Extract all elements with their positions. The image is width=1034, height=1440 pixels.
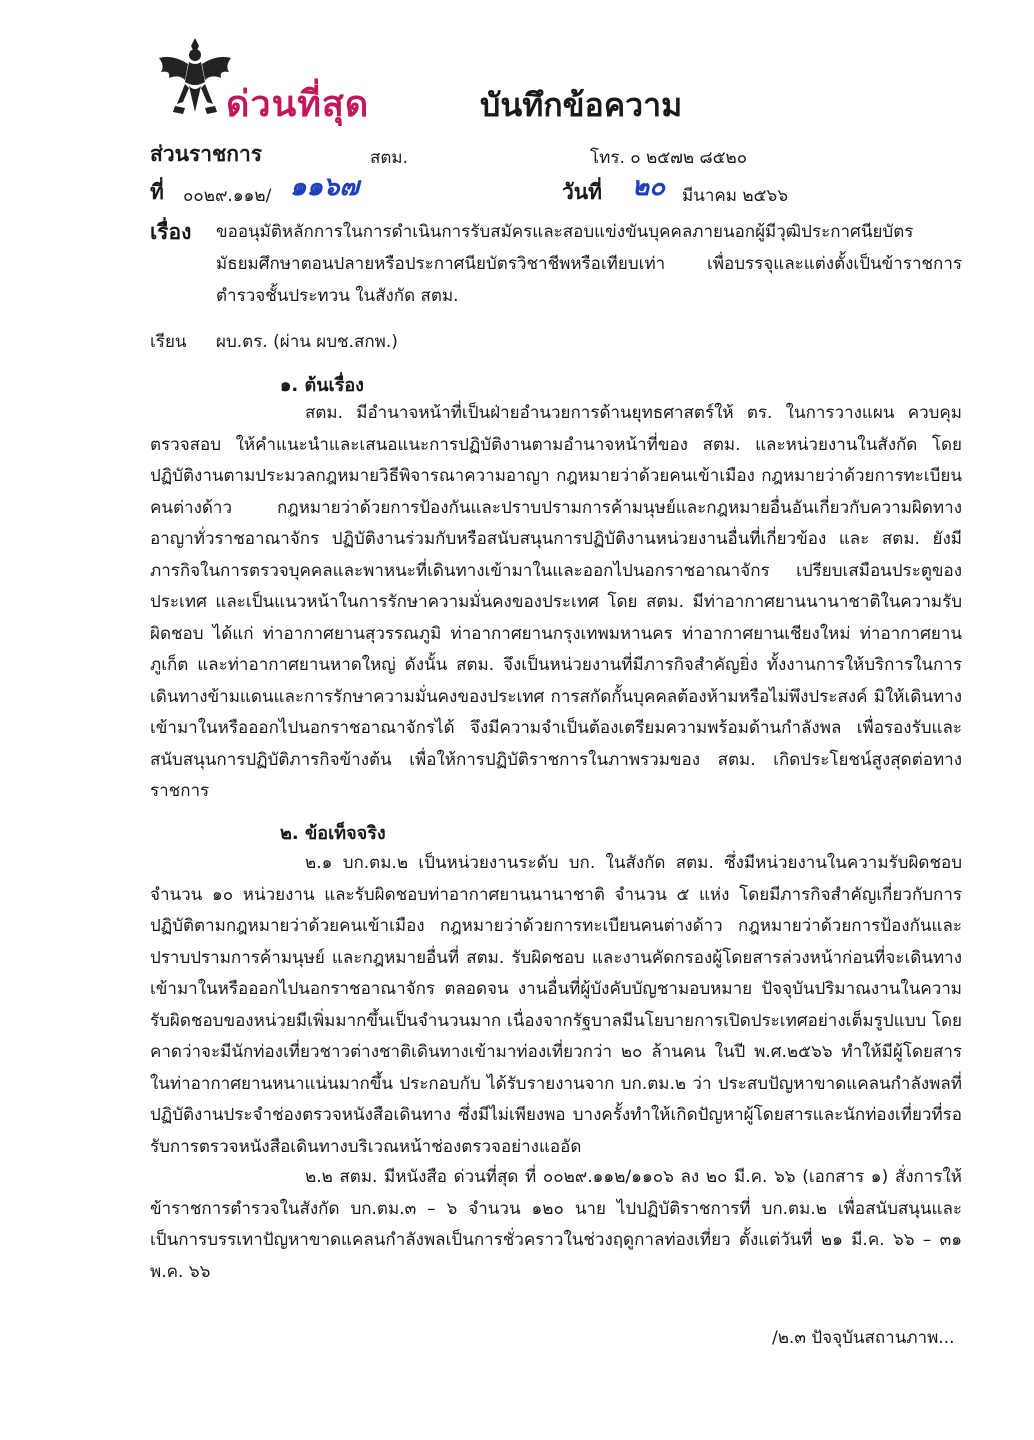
to-label: เรียน <box>150 332 187 352</box>
date-label: วันที่ <box>562 180 602 204</box>
continued-note: /๒.๓ ปัจจุบันสถานภาพ... <box>772 1328 955 1348</box>
page-title: บันทึกข้อความ <box>480 86 683 124</box>
section2-heading: ๒. ข้อเท็จจริง <box>280 823 386 844</box>
section1-body <box>150 398 962 808</box>
ref-number: ๐๐๒๙.๑๑๒/ <box>183 186 272 206</box>
ref-handwritten: ๑๑๖๗ <box>290 172 360 202</box>
section2-p2-text: ๒.๒ สตม. มีหนังสือ ด่วนที่สุด ที่ ๐๐๒๙.๑๑๒/๑๑๐๖ ลง ๒๐ มี.ค. ๖๖ (เอกสาร ๑) สั่งการให้ข้าราชการตำรวจในสังกัด บก.ตม.๓ – ๖ จำนวน ๑๒๐ นาย ไปปฏิบัติราชการที่ บก.ตม.๒ เพื่อสนับสนุนและเป็นการบรรเทาปัญหาขาดแคลนกำลังพลเป็นการชั่วคราวในช่วงฤดูกาลท่องเที่ยว ตั้งแต่วันที่ ๒๑ มี.ค. ๖๖ – ๓๑ พ.ค. ๖๖ <box>150 1167 962 1282</box>
ref-label: ที่ <box>150 180 164 204</box>
section1-text: สตม. มีอำนาจหน้าที่เป็นฝ่ายอำนวยการด้านยุทธศาสตร์ให้ ตร. ในการวางแผน ควบคุม ตรวจสอบ ให้คำแนะนำและเสนอแนะการปฏิบัติงานตามอำนาจหน้าที่ของ สตม. และหน่วยงานในสังกัด โดยปฏิบัติงานตามประมวลกฎหมายวิธีพิจารณาความอาญา กฎหมายว่าด้วยคนเข้าเมือง กฎหมายว่าด้วยการทะเบียนคนต่างด้าว กฎหมายว่าด้วยการป้องกันและปราบปรามการค้ามนุษย์และกฎหมายอื่นอันเกี่ยวกับความผิดทางอาญาทั่วราชอาณาจักร ปฏิบัติงานร่วมกับหรือสนับสนุนการปฏิบัติงานหน่วยงานอื่นที่เกี่ยวข้อง และ สตม. ยังมีภารกิจในการตรวจบุคคลและพาหนะที่เดินทางเข้ามาในและออกไปนอกราชอาณาจักร เปรียบเสมือนประตูของประเทศ และเป็นแนวหน้าในการรักษาความมั่นคงของประเทศ โดย สตม. มีท่าอากาศยานนานาชาติในความรับผิดชอบ ได้แก่ ท่าอากาศยานสุวรรณภูมิ ท่าอากาศยานกรุงเทพมหานคร ท่าอากาศยานเชียงใหม่ ท่าอากาศยานภูเก็ต และท่าอากาศยานหาดใหญ่ ดังนั้น สตม. จึงเป็นหน่วยงานที่มีภารกิจสำคัญยิ่ง ทั้งงานการให้บริการในการเดินทางข้ามแดนและการรักษาความมั่นคงของประเทศ การสกัดกั้นบุคคลต้องห้ามหรือไม่พึงประสงค์ มิให้เดินทางเข้ามาในหรือออกไปนอกราชอาณาจักรได้ จึงมีความจำเป็นต้องเตรียมความพร้อมด้านกำลังพล เพื่อรองรับและสนับสนุนการปฏิบัติภารกิจข้างต้น เพื่อให้การปฏิบัติราชการในภาพรวมของ สตม. เกิดประโยชน์สูงสุดต่อทางราชการ <box>150 403 962 801</box>
garuda-emblem-icon <box>155 36 235 118</box>
section1-heading: ๑. ต้นเรื่อง <box>280 375 364 396</box>
agency-label: ส่วนราชการ <box>150 142 263 166</box>
phone-number: โทร. ๐ ๒๕๗๒ ๘๕๒๐ <box>590 148 748 168</box>
urgency-stamp: ด่วนที่สุด <box>226 84 370 125</box>
agency-value: สตม. <box>370 148 409 168</box>
section2-p1 <box>150 848 962 1163</box>
date-day-handwritten: ๒๐ <box>632 172 666 202</box>
date-month-year: มีนาคม ๒๕๖๖ <box>682 186 789 206</box>
section2-p2 <box>150 1162 962 1288</box>
to-value: ผบ.ตร. (ผ่าน ผบช.สกพ.) <box>216 332 398 352</box>
subject-label: เรื่อง <box>150 220 192 244</box>
section2-p1-text: ๒.๑ บก.ตม.๒ เป็นหน่วยงานระดับ บก. ในสังกัด สตม. ซึ่งมีหน่วยงานในความรับผิดชอบ จำนวน ๑๐ หน่วยงาน และรับผิดชอบท่าอากาศยานนานาชาติ จำนวน ๕ แห่ง โดยมีภารกิจสำคัญเกี่ยวกับการปฏิบัติตามกฎหมายว่าด้วยคนเข้าเมือง กฎหมายว่าด้วยการทะเบียนคนต่างด้าว กฎหมายว่าด้วยการป้องกันและปราบปรามการค้ามนุษย์ และกฎหมายอื่นที่ สตม. รับผิดชอบ และงานคัดกรองผู้โดยสารล่วงหน้าก่อนที่จะเดินทางเข้ามาในหรือออกไปนอกราชอาณาจักร ตลอดจน งานอื่นที่ผู้บังคับบัญชามอบหมาย ปัจจุบันปริมาณงานในความรับผิดชอบของหน่วยมีเพิ่มมากขึ้นเป็นจำนวนมาก เนื่องจากรัฐบาลมีนโยบายการเปิดประเทศอย่างเต็มรูปแบบ โดยคาดว่าจะมีนักท่องเที่ยวชาวต่างชาติเดินทางเข้ามาท่องเที่ยวกว่า ๒๐ ล้านคน ในปี พ.ศ.๒๕๖๖ ทำให้มีผู้โดยสารในท่าอากาศยานหนาแน่นมากขึ้น ประกอบกับ ได้รับรายงานจาก บก.ตม.๒ ว่า ประสบปัญหาขาดแคลนกำลังพลที่ปฏิบัติงานประจำช่องตรวจหนังสือเดินทาง ซึ่งมีไม่เพียงพอ บางครั้งทำให้เกิดปัญหาผู้โดยสารและนักท่องเที่ยวที่รอรับการตรวจหนังสือเดินทางบริเวณหน้าช่องตรวจอย่างแออัด <box>150 853 962 1157</box>
subject-text: ขออนุมัติหลักการในการดำเนินการรับสมัครและสอบแข่งขันบุคคลภายนอกผู้มีวุฒิประกาศนียบัตรมัธยมศึกษาตอนปลายหรือประกาศนียบัตรวิชาชีพหรือเทียบเท่า เพื่อบรรจุและแต่งตั้งเป็นข้าราชการตำรวจชั้นประทวน ในสังกัด สตม. <box>216 222 962 306</box>
